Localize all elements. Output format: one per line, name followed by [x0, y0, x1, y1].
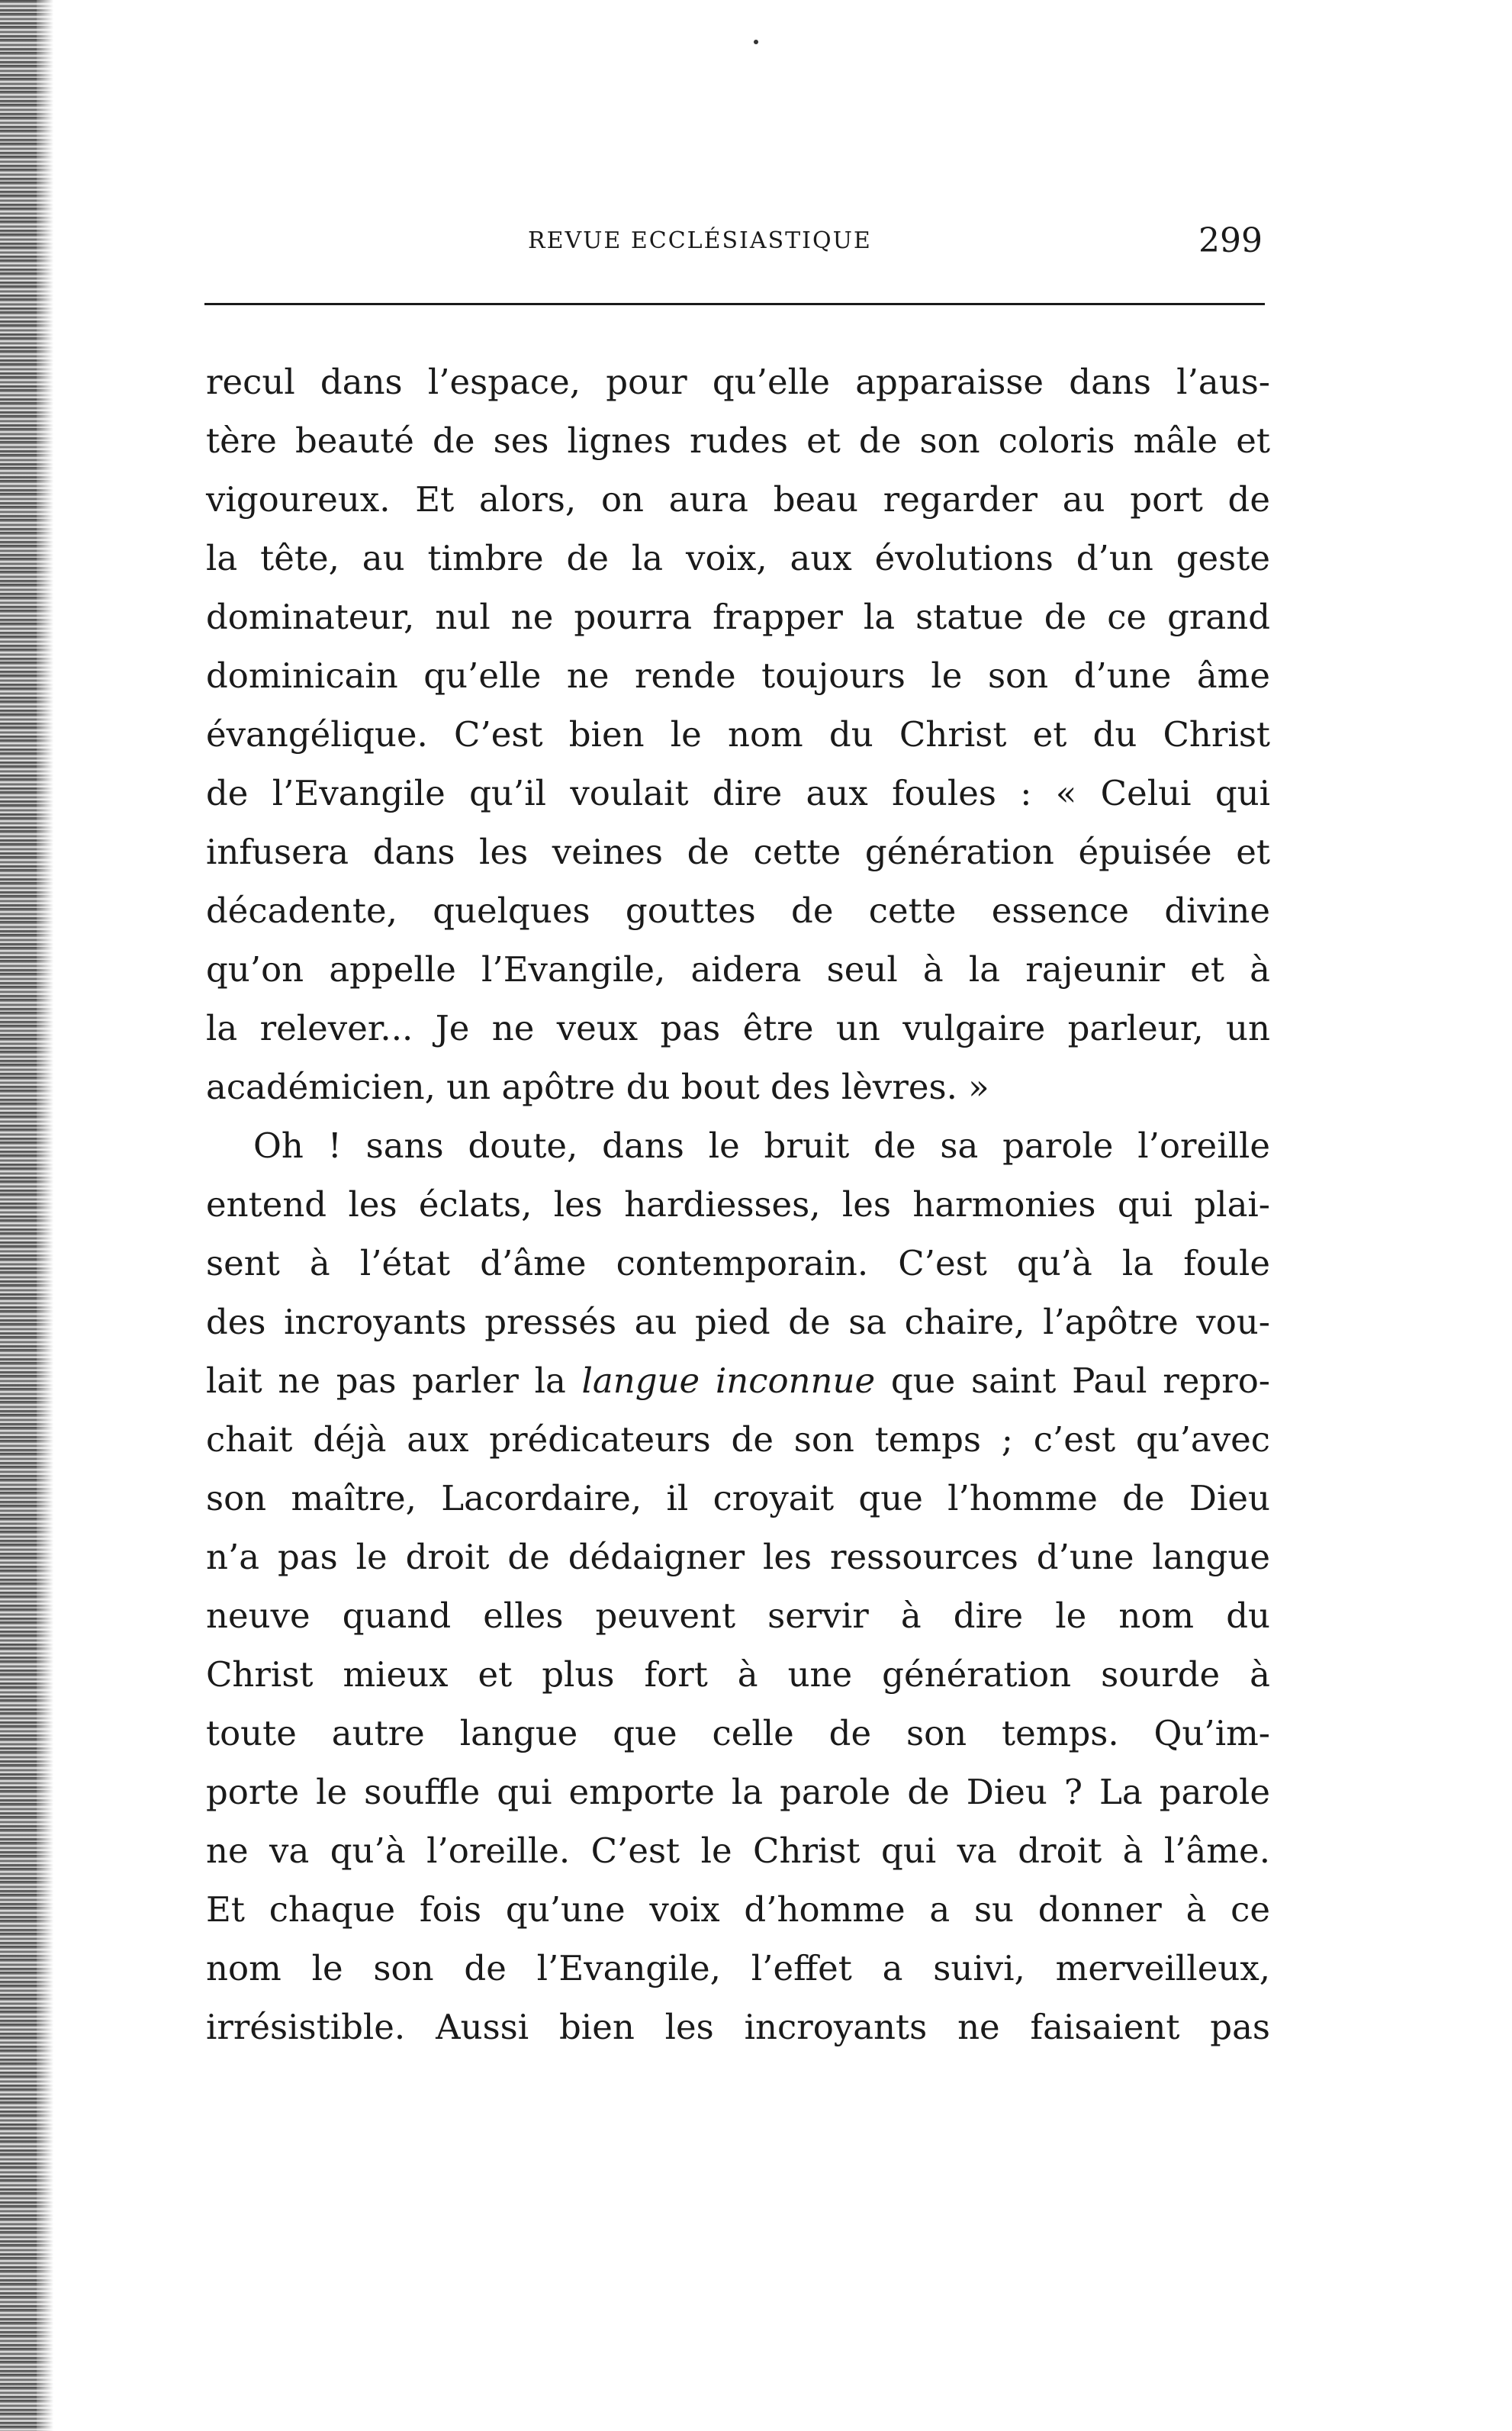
- text-line: Et chaque fois qu’une voix d’homme a su donner à ce: [206, 1889, 1270, 1930]
- text-line: n’a pas le droit de dédaigner les ressources d’une langue: [206, 1537, 1270, 1577]
- text-line: toute autre langue que celle de son temps. Qu’im-: [206, 1713, 1270, 1753]
- text-line: chait déjà aux prédicateurs de son temps ; c’est qu’avec: [206, 1419, 1270, 1460]
- ink-speck: [754, 40, 758, 44]
- text-line: son maître, Lacordaire, il croyait que l’homme de Dieu: [206, 1478, 1270, 1518]
- paragraph-1: [206, 353, 1270, 1116]
- text-line: décadente, quelques gouttes de cette essence divine: [206, 890, 1270, 931]
- text-segment: que saint Paul repro-: [875, 1360, 1271, 1401]
- header-rule: [204, 303, 1265, 305]
- text-line: recul dans l’espace, pour qu’elle apparaisse dans l’aus-: [206, 362, 1270, 402]
- text-line: académicien, un apôtre du bout des lèvres. »: [206, 1067, 989, 1107]
- text-line: neuve quand elles peuvent servir à dire le nom du: [206, 1595, 1270, 1636]
- text-line: vigoureux. Et alors, on aura beau regarder au port de: [206, 479, 1270, 520]
- text-line: évangélique. C’est bien le nom du Christ et du Christ: [206, 714, 1270, 755]
- text-line: entend les éclats, les hardiesses, les harmonies qui plai-: [206, 1184, 1270, 1225]
- text-line: qu’on appelle l’Evangile, aidera seul à la rajeunir et à: [206, 949, 1270, 990]
- text-line: Christ mieux et plus fort à une génération sourde à: [206, 1654, 1270, 1695]
- text-line: tère beauté de ses lignes rudes et de son coloris mâle et: [206, 420, 1270, 461]
- body-text: [206, 353, 1270, 2056]
- italic-phrase: langue inconnue: [581, 1360, 876, 1401]
- text-line: ne va qu’à l’oreille. C’est le Christ qui va droit à l’âme.: [206, 1830, 1270, 1871]
- text-line: sent à l’état d’âme contemporain. C’est qu’à la foule: [206, 1243, 1270, 1283]
- text-line: nom le son de l’Evangile, l’effet a suivi, merveilleux,: [206, 1948, 1270, 1988]
- text-line: porte le souffle qui emporte la parole de Dieu ? La parole: [206, 1772, 1270, 1812]
- page-number: 299: [1198, 221, 1263, 260]
- text-line: infusera dans les veines de cette génération épuisée et: [206, 832, 1270, 872]
- text-line: dominateur, nul ne pourra frapper la statue de ce grand: [206, 597, 1270, 637]
- text-line: de l’Evangile qu’il voulait dire aux foules : « Celui qui: [206, 773, 1270, 813]
- text-line: irrésistible. Aussi bien les incroyants ne faisaient pas: [206, 2007, 1270, 2047]
- text-segment: lait ne pas parler la: [206, 1360, 582, 1401]
- text-line: [206, 1351, 1270, 1410]
- text-line: la tête, au timbre de la voix, aux évolutions d’un geste: [206, 538, 1270, 578]
- text-line: la relever... Je ne veux pas être un vulgaire parleur, un: [206, 1008, 1270, 1048]
- page-header: [207, 223, 1264, 269]
- paragraph-2: [206, 1116, 1270, 2056]
- running-title: REVUE ECCLÉSIASTIQUE: [528, 227, 872, 254]
- text-line: Oh ! sans doute, dans le bruit de sa parole l’oreille: [253, 1125, 1270, 1166]
- text-line: des incroyants pressés au pied de sa chaire, l’apôtre vou-: [206, 1302, 1270, 1342]
- page-binding-edge: [0, 0, 53, 2431]
- text-line: dominicain qu’elle ne rende toujours le son d’une âme: [206, 655, 1270, 696]
